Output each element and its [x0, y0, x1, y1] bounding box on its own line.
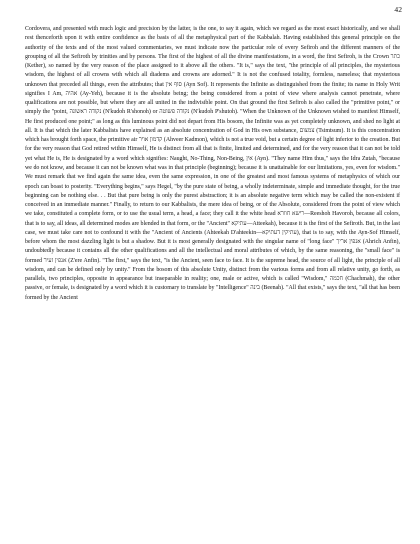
- page-number: 42: [394, 5, 402, 14]
- body-paragraph: Cordovera, and presented with much logic and precision by the latter, is the one, to say it again, which we regard as the most exact historically, and we shall rest thenceforth upon it with entire confidence as the basis of all the metaphysical part of the Kabbalah. Having established this general principle on the authority of the texts and of the most valued commentaries, we must indicate now the particular role of every Sefiroh and the different manners of the grouping of all the Sefiroth by trinities and by persons. The first of the highest of all the divine manifestations, in a word, the first Sefiroh, is the Crown כתר (Kether), so named by the very reason of the place assigned to it above all the others. "It is," says the text, "the principle of all principles, the mysterious wisdom, the highest of all crowns with which all diadems and crowns are adorned." It is not the confused totality, formless, nameless; that mysterious unknown that preceded all things, even the attributes; that סוף אין (Ayn Sof). It represents the Infinite as distinguished from the finite; its name in Holy Writ signifies I Am, אהיה (Ay-Yeh), because it is the absolute being; the being considered from a point of view where analysis cannot penetrate, where qualifications are not possible, but where they are all united in the indivisible point. On that ground the first Sefiroh is also called the "primitive point," or simply the "point, נקודה ראשונה (N'kudoh R'shonoh) or נקודה פשוטה (N'kudoh P'shutoh). "When the Unknown of the Unknown wished to manifest Himself, He first produced one point;" as long as this luminous point did not depart from His bosom, the Infinite was as yet completely unknown, and shed no light at all. It is that which the later Kabbalists have explained as an absolute concentration of God in His own substance, צמצום (Tsimtsum). It is this concentration which has brought forth space, the primitive air קדמון אויר (Ahveer Kadmon), which is not a true void, but a certain degree of light inferior to the creation. But for the very reason that God retired within Himself, He is distinct from all that is finite, limited and determined, and for the very reason that it can not be told yet what He is, He is designated by a word which signifies: Naught, No-Thing, Non-Being, אין (Ayn). "They name Him thus," says the Idra Zutah, "because we do not know, and because it can not be known what was in that principle (beginning); because it is unattainable for our limitations, yes, even for wisdom." We must remark that we find again the same idea, even the same expression, in one of the greatest and most famous systems of metaphysics of which our epoch can boast to posterity. "Everything begins," says Hegel, "by the pure state of being, a wholly indeterminate, simple and immediate thought, for the true beginning can be nothing else. . . But that pure being is only the purest abstraction; it is an absolute negative term which may be called the non-existent if conceived in an immediate manner." Finally, to return to our Kabbalists, the mere idea of being, or of the Absolute, considered from the point of view which we take, constituted a complete form, or to use the usual term, a head, a face; they call it the white head רישא חוורא—Reeshoh Havoroh, because all colors, that is to say, all ideas, all determined modes are blended in that form, or the "Ancient" עתיקא—Atteekah), because it is the first of the Sefiroth. But, in the last case, we must take care not to confound it with the "Ancient of Ancients (Ahteekah D'ahteekin—עתיקין דעתיקא), that is to say, with the Ayn-Sof Himself, before whom the most dazzling light is but a shadow. But it is most generally designated with the singular name of "long face" אנפין אריך (Ahrich Anfin), undoubtedly because it contains all the other qualifications and all the intellectual and moral attributes of which, by the same reasoning, the "small face" is formed אנפין זעיר (Z'ere Anfin). "The first," says the text, "is the Ancient, seen face to face. It is the supreme head, the source of all light, the principle of all wisdom, and can be defined only by unity." From the bosom of this absolute Unity, distinct from the various forms and from all relative unity, go forth, as parallels, two principles, opposite in appearance but inseparable in reality; one, male or active, which is called "Wisdom," חכמה (Chachmah), the other passive, or female, is designated by a word which it is customary to translate by "Intelligence" בינה (Beenah). "All that exists," says the text, "all that has been formed by the Ancient: [25, 26, 401, 301]
